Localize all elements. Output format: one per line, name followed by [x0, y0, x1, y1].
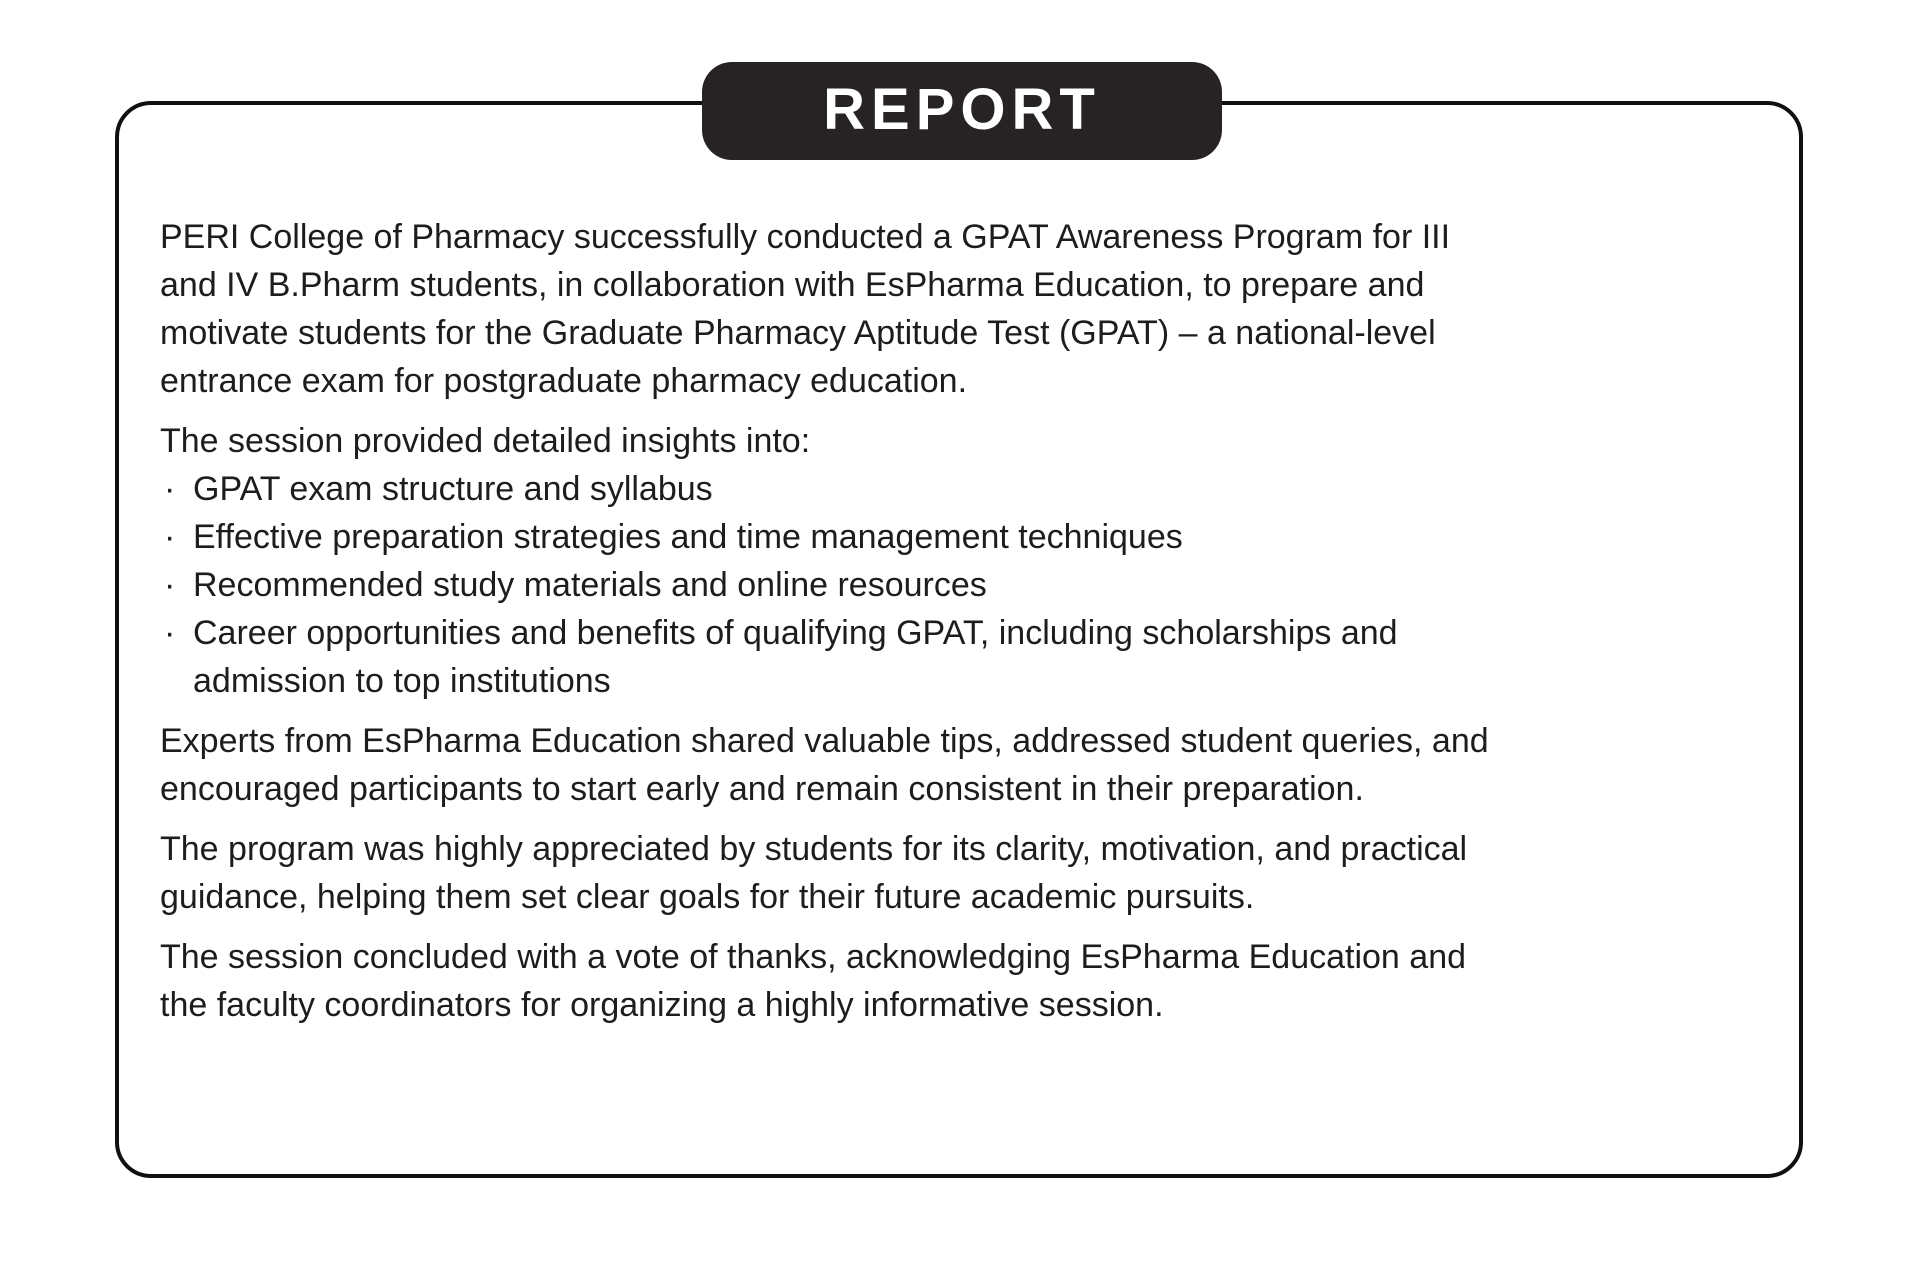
paragraph-conclusion: The session concluded with a vote of thanks, acknowledging EsPharma Education and the faculty coordinators for organizing a highly informative session.: [160, 938, 1467, 1024]
list-item: [160, 465, 1760, 513]
bullet-icon: ·: [164, 470, 176, 508]
list-item-text: Effective preparation strategies and time management techniques: [193, 518, 1183, 556]
paragraph-appreciation: The program was highly appreciated by students for its clarity, motivation, and practical guidance, helping them set clear goals for their future academic pursuits.: [160, 830, 1468, 916]
paragraph-experts: Experts from EsPharma Education shared valuable tips, addressed student queries, and encouraged participants to start early and remain consistent in their preparation.: [160, 722, 1489, 808]
bullet-icon: ·: [164, 566, 176, 604]
list-item-text: Career opportunities and benefits of qualifying GPAT, including scholarships and admission to top institutions: [193, 614, 1398, 700]
list-item: [160, 561, 1760, 609]
report-content: [160, 213, 1760, 1041]
report-badge: [702, 62, 1222, 160]
paragraph-intro: PERI College of Pharmacy successfully conducted a GPAT Awareness Program for III and IV B.Pharm students, in collaboration with EsPharma Education, to prepare and motivate students for the Graduate Pharmacy Aptitude Test (GPAT) – a national-level entrance exam for postgraduate pharmacy education.: [160, 218, 1451, 400]
insights-heading: The session provided detailed insights into:: [160, 422, 811, 460]
report-badge-label: REPORT: [823, 77, 1101, 142]
list-item: [160, 513, 1760, 561]
list-item: [160, 609, 1760, 705]
list-item-text: GPAT exam structure and syllabus: [193, 470, 713, 508]
bullet-icon: ·: [164, 614, 176, 652]
insights-list: [160, 465, 1760, 705]
bullet-icon: ·: [164, 518, 176, 556]
list-item-text: Recommended study materials and online resources: [193, 566, 987, 604]
